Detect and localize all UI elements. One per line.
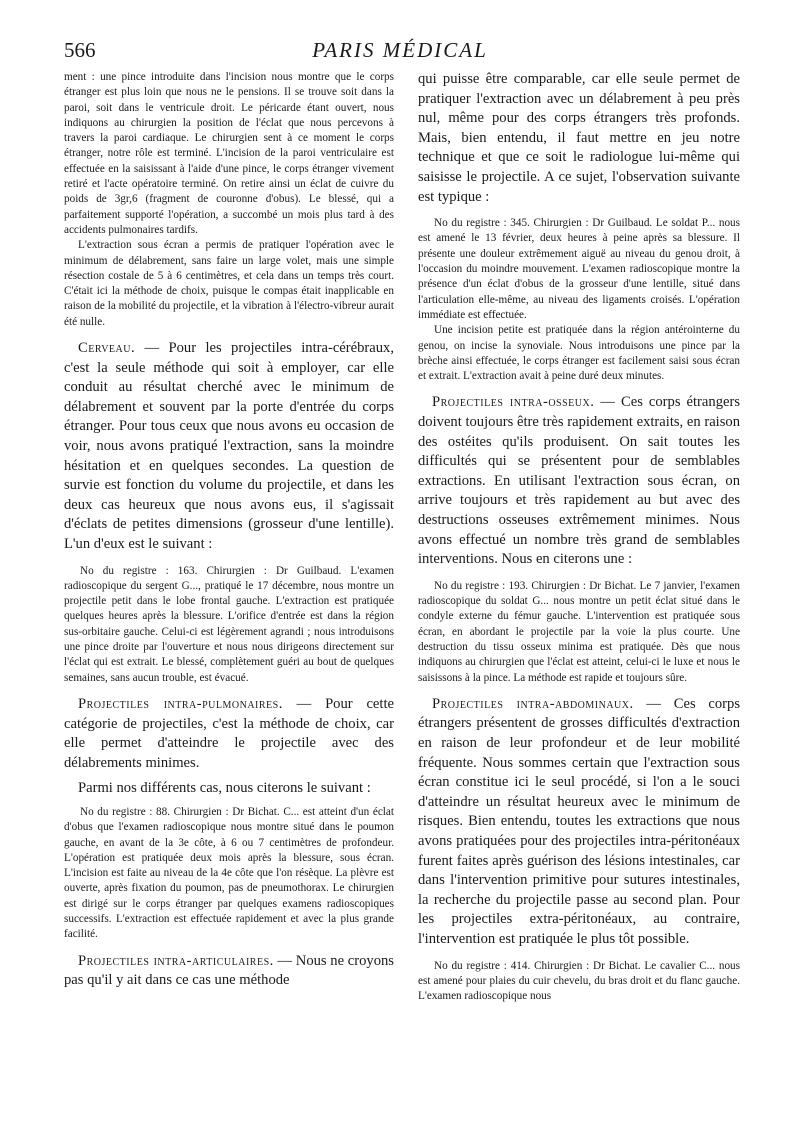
- paragraph-cardiac-case-end: ment : une pince introduite dans l'incision nous montre que le corps étranger est plus loin que nous ne le pensions. Il se trouve soit dans la paroi, soit dans le ventricule droit. Le péricarde étant ouvert, nous indiquons au chirurgien la position de l'éclat que nous percevons à travers la paroi cardiaque. Le chirurgien sent à ce moment le corps étranger, notre rôle est terminé. L'incision de la paroi ventriculaire est effectuée en la saisissant à l'aide d'une pince, le corps étranger vivement retiré et l'acte opératoire terminé. On retire ainsi un éclat de cuivre du poids de 3gr,6 (fragment de couronne d'obus). Le blessé, qui a parfaitement supporté l'opération, a succombé un mois plus tard à des accidents pulmonaires tardifs.: [64, 71, 394, 236]
- section-text-cerveau: — Pour les projectiles intra-cérébraux, c'est la seule méthode qui soit à employer, car elle conduit au résultat cherché avec le minimum de délabrement et souvent par la porte d'entrée du corps étranger. Pour tous ceux que nous avons eu occasion de voir, nous avons pratiqué l'extraction, sans la moindre hésitation et en quelques secondes. La question de survie est fonction du volume du projectile, et dans les deux cas heureux que nous avons eus, il s'agissait d'éclats de petites dimensions (grosseur d'une lentille). L'un d'eux est le suivant :: [64, 340, 394, 552]
- section-pulmonaires: [64, 695, 394, 773]
- running-title: PARIS MÉDICAL: [312, 38, 488, 62]
- section-heading-pulmonaires: Projectiles intra-pulmonaires.: [78, 695, 283, 712]
- section-articulaires: [64, 952, 394, 991]
- case-record-345-continued: Une incision petite est pratiquée dans la région antérointerne du genou, on incise la synoviale. Nous introduisons une pince par la brèche ainsi effectuée, le corps étranger est facilement saisi sous écran et extrait. L'extraction avait à peine duré deux minutes.: [418, 324, 740, 383]
- paragraph-pulmonaires-intro: Parmi nos différents cas, nous citerons le suivant :: [78, 780, 371, 797]
- case-record-345: No du registre : 345. Chirurgien : Dr Guilbaud. Le soldat P... nous est amené le 13 février, deux heures à peine après sa blessure. Il présente une douleur extrêmement aiguë au niveau du genou droit, à l'occasion du moindre mouvement. L'examen radioscopique montre la présence d'un éclat d'obus de la grosseur d'une lentille, situé dans l'articulation elle-même, au niveau des ligaments croisés. L'opération immédiate est effectuée.: [418, 217, 740, 321]
- case-record-88: No du registre : 88. Chirurgien : Dr Bichat. C... est atteint d'un éclat d'obus que l'examen radioscopique nous montre situé dans le poumon gauche, en avant de la 3e côte, à 6 ou 7 centimètres de profondeur. L'opération est pratiquée deux mois après la blessure, sous écran. L'incision est faite au niveau de la 4e côte que l'on résèque. La plèvre est ouverte, après fixation du poumon, pas de pneumothorax. Le chirurgien est dirigé sur le corps étranger par quelques examens radioscopiques successifs. L'extraction est effectuée rapidement et avec la plus grande facilité.: [64, 805, 394, 941]
- page-number: 566: [64, 38, 96, 62]
- left-column: [64, 70, 394, 991]
- case-record-193: No du registre : 193. Chirurgien : Dr Bichat. Le 7 janvier, l'examen radioscopique du soldat G... nous montre un petit éclat situé dans le condyle externe du fémur gauche. L'intervention est pratiquée sous écran, en abordant le projectile par la voie la plus courte. Une destruction du tissu osseux minima est pratiquée. Dès que nous indiquons au chirurgien que l'éclat est atteint, celui-ci le luxe et nous le saisissons à la pince. La méthode est rapide et toujours sûre.: [418, 579, 740, 684]
- section-cerveau: [64, 339, 394, 555]
- section-osseux: [418, 393, 740, 569]
- section-heading-articulaires: Projectiles intra-articulaires.: [78, 952, 274, 969]
- case-record-163: No du registre : 163. Chirurgien : Dr Guilbaud. L'examen radioscopique du sergent G..., pratiqué le 17 décembre, nous montre un projectile petit dans le lobe frontal gauche. L'extraction est pratiquée quelques heures après la blessure. L'orifice d'entrée est dans la région sus-orbitaire gauche. Celui-ci est légèrement agrandi ; nous introduisons une pince droite par l'ouverture et nous nous dirigeons directement sur l'éclat qui est extrait. Le blessé, complètement guéri au bout de quelques semaines, sans aucun trouble, est évacué.: [64, 564, 394, 684]
- right-column: [418, 70, 740, 1004]
- case-record-414: No du registre : 414. Chirurgien : Dr Bichat. Le cavalier C... nous est amené pour plaies du cuir chevelu, du bras droit et du flanc gauche. L'examen radioscopique nous: [418, 959, 740, 1003]
- section-text-osseux: — Ces corps étrangers doivent toujours être très rapidement extraits, en raison des ostéites qu'ils produisent. On sait toutes les difficultés qui se présentent pour de semblables extractions. En utilisant l'extraction sous écran, on arrive toujours et très rapidement au but avec des destructions osseuses extrêmement minimes. Nous avons effectué un nombre très grand de semblables interventions. Nous en citerons une :: [418, 394, 741, 568]
- section-heading-abdominaux: Projectiles intra-abdominaux.: [432, 695, 634, 712]
- section-text-pulmonaires: — Pour cette catégorie de projectiles, c'est la méthode de choix, car elle permet d'atteindre le projectile avec des délabrements minimes.: [64, 695, 394, 771]
- paragraph-extraction-summary: L'extraction sous écran a permis de pratiquer l'opération avec le minimum de délabrement, sans faire un large volet, mais une simple résection costale de 5 à 6 centimètres, et cela dans un temps très court. C'était ici la méthode de choix, puisque le compas était inapplicable en raison de la mobilité du projectile, et la vibration à l'électro-vibreur aurait été nulle.: [64, 239, 394, 328]
- section-text-abdominaux: — Ces corps étrangers présentent de grosses difficultés d'extraction en raison de leur profondeur et de leur mobilité fréquente. Nous sommes certain que l'extraction sous écran constitue ici le seul procédé, si l'on a le souci d'atteindre un résultat heureux avec le minimum de risques. Bien entendu, toutes les extractions que nous avons pratiquées pour des projectiles intra-péritonéaux furent faites après guérison des lésions intestinales, car dans l'intervention primitive pour sutures intestinales, la recherche du projectile passe au second plan. Pour les projectiles extra-péritonéaux, au contraire, l'intervention est pratiquée le plus tôt possible.: [418, 695, 741, 947]
- section-text-articulaires: — Nous ne croyons pas qu'il y ait dans ce cas une méthode: [64, 952, 394, 989]
- section-heading-osseux: Projectiles intra-osseux.: [432, 394, 595, 411]
- section-heading-cerveau: Cerveau.: [78, 340, 136, 357]
- section-abdominaux: [418, 695, 740, 950]
- paragraph-articulaires-continued: qui puisse être comparable, car elle seule permet de pratiquer l'extraction avec un délabrement à peu près nul, même pour des corps étrangers très profonds. Mais, bien entendu, il faut mettre en jeu notre technique et que ce soit le radiologue lui-même qui saisisse le projectile. A ce sujet, l'observation suivante est typique :: [418, 71, 740, 205]
- page-header: [64, 38, 736, 72]
